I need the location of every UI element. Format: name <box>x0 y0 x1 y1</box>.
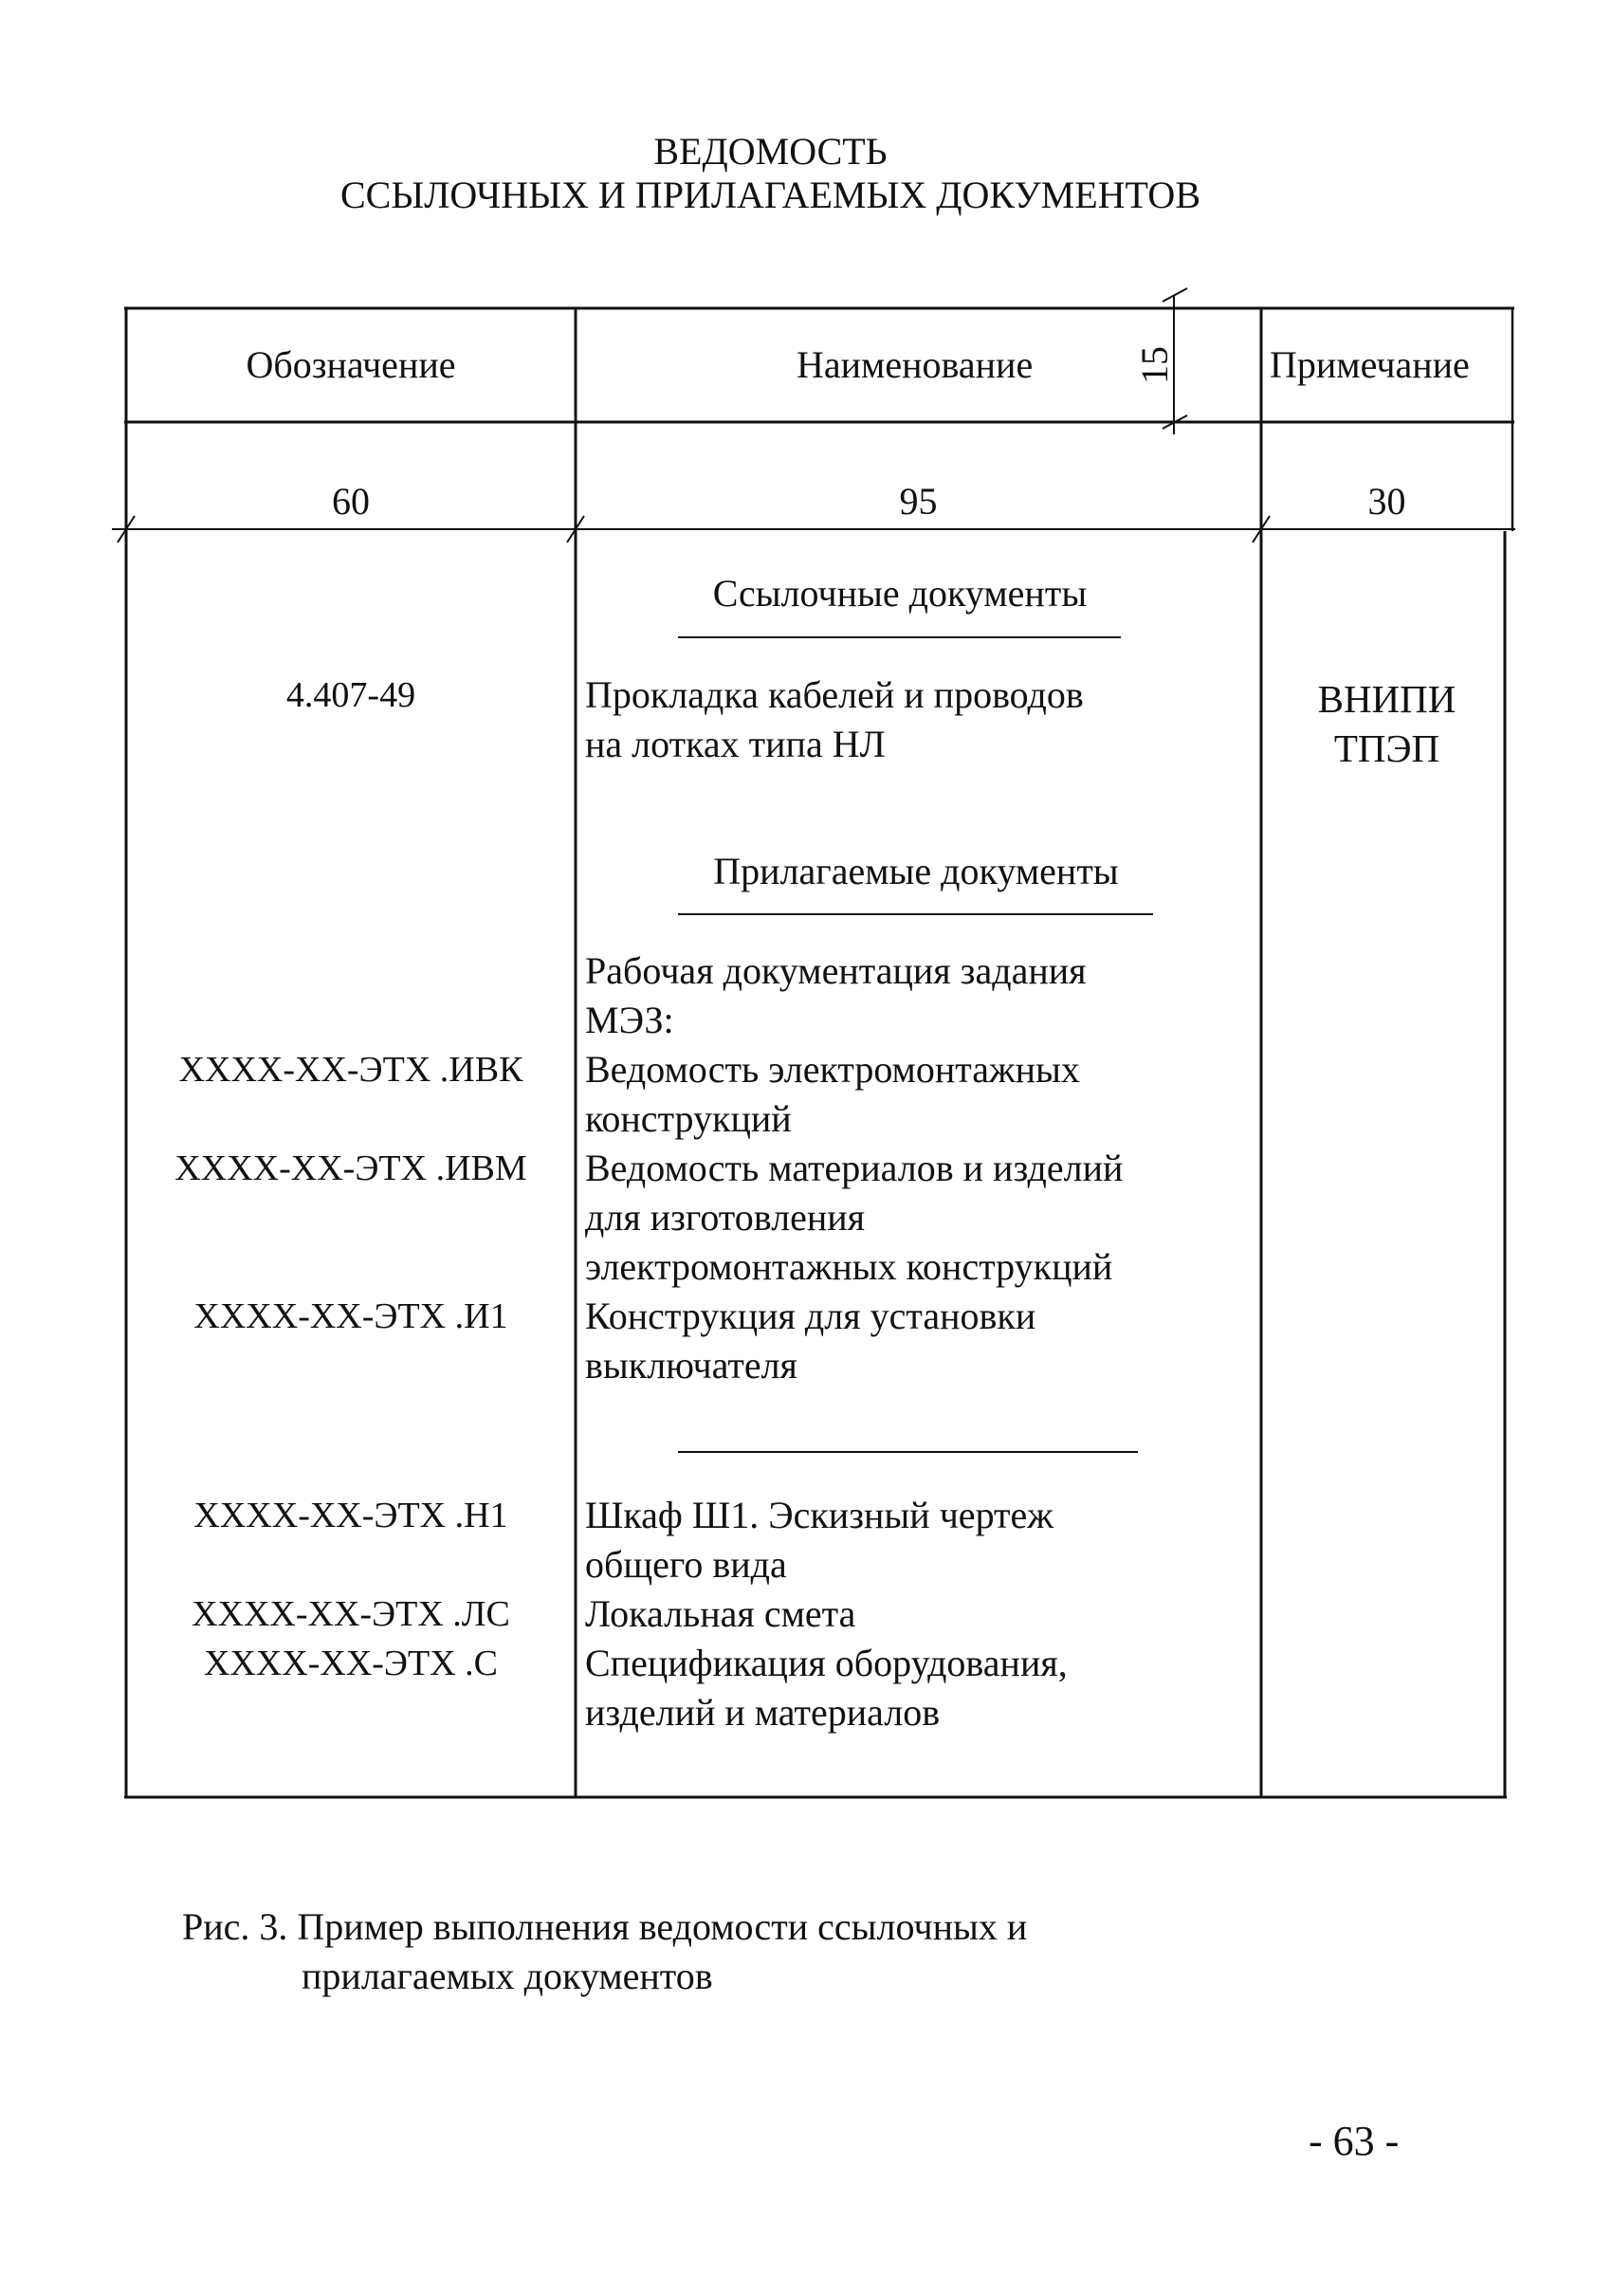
column-header-note: Примечание <box>1270 343 1470 386</box>
header-height-dimension: 15 <box>1133 346 1176 384</box>
ref-doc-note-line2: ТПЭП <box>1333 726 1440 770</box>
ref-doc-note-line1: ВНИПИ <box>1317 677 1456 721</box>
table-row-name-line: Конструкция для установки <box>585 1295 1036 1337</box>
table-row-name-line: Спецификация оборудования, <box>585 1642 1068 1684</box>
document-title-line2: ССЫЛОЧНЫХ И ПРИЛАГАЕМЫХ ДОКУМЕНТОВ <box>340 174 1200 216</box>
column-width-designation: 60 <box>332 480 370 523</box>
table-row-name-line: Ведомость материалов и изделий <box>585 1147 1124 1189</box>
table-row-name-line: Локальная смета <box>585 1592 856 1635</box>
page-number: - 63 - <box>1309 2118 1400 2164</box>
figure-caption-line1: Рис. 3. Пример выполнения ведомости ссылочных и <box>182 1905 1028 1948</box>
document-title-line1: ВЕДОМОСТЬ <box>653 130 888 173</box>
column-width-note: 30 <box>1367 480 1406 523</box>
column-header-name: Наименование <box>797 343 1034 386</box>
table-row-name-line: изделий и материалов <box>585 1691 941 1734</box>
table-row-name-line: для изготовления <box>585 1196 866 1239</box>
table-row-name-line: выключателя <box>585 1344 797 1387</box>
table-row-code: XXXX-XX-ЭТХ .ЛС <box>192 1594 510 1634</box>
ref-doc-name-line2: на лотках типа НЛ <box>585 723 886 765</box>
column-width-name: 95 <box>899 480 938 523</box>
table-row-code: XXXX-XX-ЭТХ .С <box>203 1644 499 1683</box>
ref-doc-name-line1: Прокладка кабелей и проводов <box>585 673 1084 716</box>
section-attached-documents: Прилагаемые документы <box>713 850 1119 892</box>
column-header-designation: Обозначение <box>246 343 456 386</box>
table-row-name-line: Шкаф Ш1. Эскизный чертеж <box>585 1494 1053 1536</box>
figure-caption-line2: прилагаемых документов <box>302 1955 713 1997</box>
table-row-code: XXXX-XX-ЭТХ .Н1 <box>193 1496 508 1535</box>
table-row-name-line: электромонтажных конструкций <box>585 1245 1113 1288</box>
table-row-code: XXXX-XX-ЭТХ .ИВК <box>178 1050 523 1090</box>
ref-doc-code: 4.407-49 <box>285 675 416 715</box>
table-row-name-line: конструкций <box>585 1097 792 1140</box>
table-row-name-line: общего вида <box>585 1543 787 1586</box>
attached-intro-line1: Рабочая документация задания <box>585 949 1087 992</box>
table-row-name-line: Ведомость электромонтажных <box>585 1048 1080 1091</box>
table-row-code: XXXX-XX-ЭТХ .И1 <box>193 1296 508 1336</box>
attached-intro-line2: МЭЗ: <box>585 999 674 1041</box>
section-referenced-documents: Ссылочные документы <box>712 572 1088 615</box>
table-row-code: XXXX-XX-ЭТХ .ИВМ <box>174 1148 527 1188</box>
